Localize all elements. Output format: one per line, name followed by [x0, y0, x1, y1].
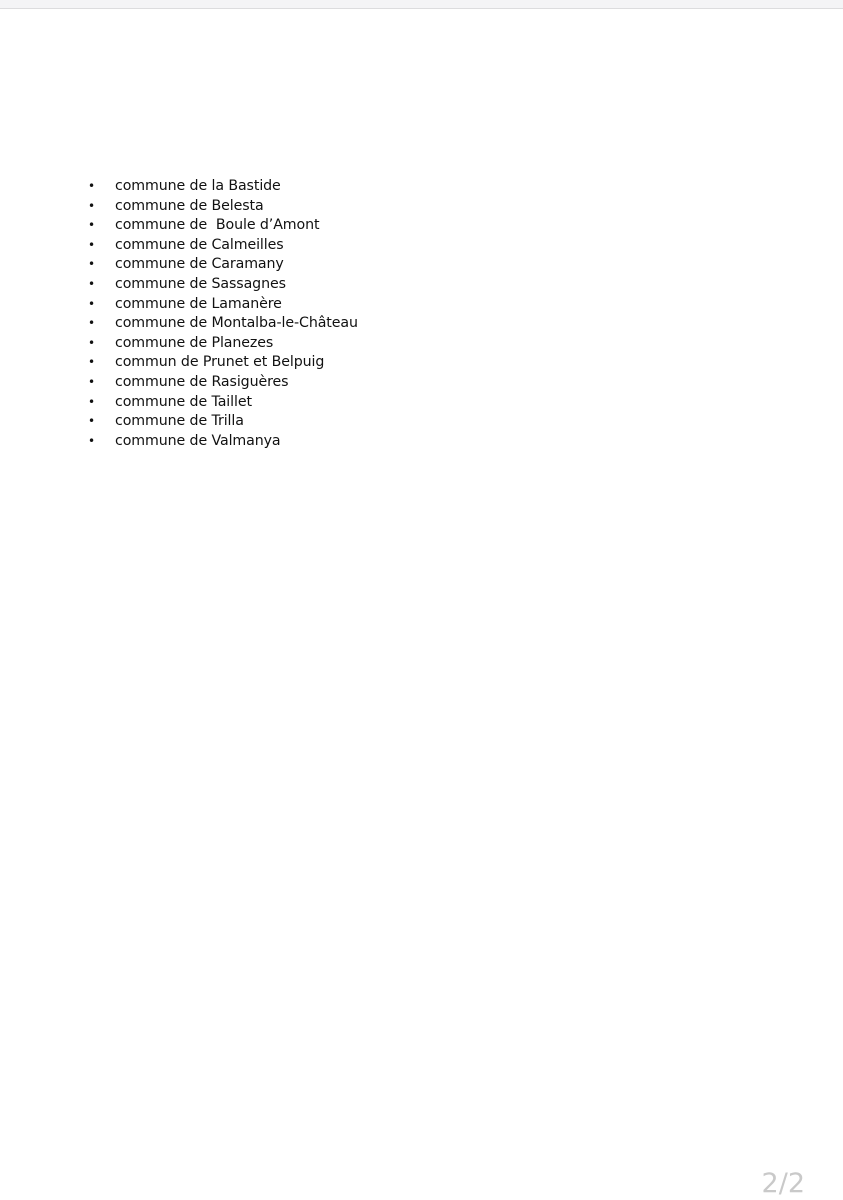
bullet-icon: •: [88, 179, 96, 193]
bullet-icon: •: [88, 198, 96, 213]
list-item-text: commune de Caramany: [115, 256, 284, 273]
bullet-icon: •: [88, 276, 96, 291]
list-item-text: commune de Taillet: [115, 393, 252, 410]
bullet-icon: •: [88, 414, 96, 429]
list-item-text: commune de Trilla: [115, 413, 244, 430]
list-item-text: commune de Montalba-le-Château: [115, 315, 358, 332]
list-item-text: commune de Lamanère: [115, 295, 282, 312]
bullet-icon: •: [88, 218, 96, 233]
page-indicator: 2/2: [761, 1168, 805, 1199]
list-item-text: commun de Prunet et Belpuig: [115, 354, 325, 371]
list-item-text: commune de Planezes: [115, 334, 274, 351]
list-item-text: commune de Belesta: [115, 197, 264, 214]
viewer-top-bar: [0, 0, 843, 9]
list-item-text: commune de Valmanya: [115, 432, 281, 449]
bullet-icon: •: [88, 237, 96, 252]
bullet-icon: •: [88, 296, 96, 311]
bullet-icon: •: [88, 335, 96, 350]
list-item-text: commune de Rasiguères: [115, 373, 289, 390]
document-page: [0, 9, 843, 1200]
list-item-text: commune de la Bastide: [115, 178, 281, 194]
bullet-icon: •: [88, 257, 96, 272]
bullet-icon: •: [88, 316, 96, 331]
bullet-icon: •: [88, 355, 96, 370]
list-item-text: commune de Boule d’Amont: [115, 217, 320, 234]
bullet-icon: •: [88, 374, 96, 389]
bullet-icon: •: [88, 433, 96, 448]
list-item-text: commune de Sassagnes: [115, 275, 286, 292]
bullet-icon: •: [88, 394, 96, 409]
list-item-text: commune de Calmeilles: [115, 236, 284, 253]
